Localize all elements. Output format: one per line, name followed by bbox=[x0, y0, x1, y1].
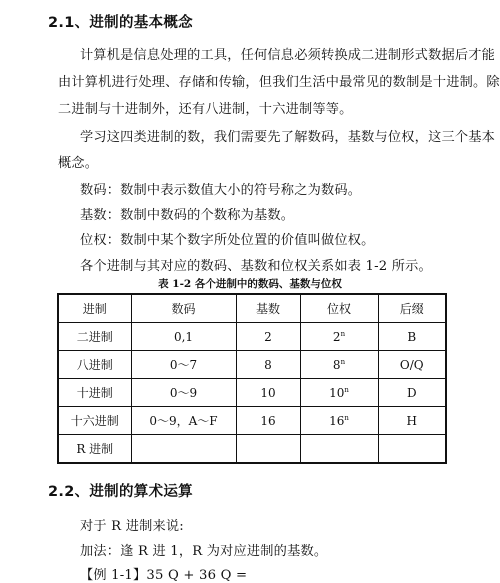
header-cell: 基数 bbox=[236, 294, 300, 323]
weight-exponent: n bbox=[344, 413, 349, 422]
table-row bbox=[58, 435, 446, 464]
table-caption: 表 1-2 各个进制中的数码、基数与位权 bbox=[158, 278, 342, 290]
weight-base: 16 bbox=[329, 413, 345, 428]
table-header-row bbox=[58, 294, 446, 323]
section-heading-basic-concepts: 2.1、进制的基本概念 bbox=[48, 15, 193, 31]
cell-base: 2 bbox=[236, 323, 300, 351]
cell-digits bbox=[131, 435, 236, 464]
cell-radix-name: 十进制 bbox=[58, 379, 131, 407]
weight-base: 10 bbox=[329, 385, 345, 400]
table-row bbox=[58, 407, 446, 435]
cell-radix-name: 八进制 bbox=[58, 351, 131, 379]
cell-suffix: H bbox=[378, 407, 446, 435]
example-line: 【例 1-1】35 Q + 36 Q = bbox=[80, 568, 248, 583]
weight-base: 2 bbox=[332, 329, 341, 344]
weight-exponent: n bbox=[340, 357, 346, 366]
cell-weight bbox=[300, 351, 378, 379]
cell-weight bbox=[300, 435, 378, 464]
cell-digits: 0～9 bbox=[131, 379, 236, 407]
definition-digits: 数码：数制中表示数值大小的符号称之为数码。 bbox=[80, 183, 362, 198]
paragraph-line: 概念。 bbox=[58, 156, 99, 171]
header-cell: 后缀 bbox=[378, 294, 446, 323]
cell-suffix: B bbox=[378, 323, 446, 351]
paragraph-line: 计算机是信息处理的工具，任何信息必须转换成二进制形式数据后才能 bbox=[80, 48, 496, 63]
paragraph-line: 对于 R 进制来说: bbox=[80, 519, 184, 534]
cell-suffix: O/Q bbox=[378, 351, 446, 379]
radix-table bbox=[57, 293, 447, 464]
section-heading-arithmetic: 2.2、进制的算术运算 bbox=[48, 484, 193, 500]
definition-weight: 位权：数制中某个数字所处位置的价值叫做位权。 bbox=[80, 233, 375, 248]
paragraph-line: 加法：逢 R 进 1，R 为对应进制的基数。 bbox=[80, 544, 328, 559]
weight-exponent: n bbox=[344, 385, 349, 394]
cell-digits: 0～7 bbox=[131, 351, 236, 379]
cell-radix-name: 十六进制 bbox=[58, 407, 131, 435]
table-row bbox=[58, 351, 446, 379]
cell-suffix bbox=[378, 435, 446, 464]
header-cell: 位权 bbox=[300, 294, 378, 323]
definition-base: 基数：数制中数码的个数称为基数。 bbox=[80, 208, 295, 223]
cell-radix-name: R 进制 bbox=[58, 435, 131, 464]
cell-base: 16 bbox=[236, 407, 300, 435]
table-intro: 各个进制与其对应的数码、基数和位权关系如表 1-2 所示。 bbox=[80, 259, 432, 274]
header-cell: 数码 bbox=[131, 294, 236, 323]
cell-base bbox=[236, 435, 300, 464]
cell-weight bbox=[300, 379, 378, 407]
cell-weight bbox=[300, 323, 378, 351]
header-cell: 进制 bbox=[58, 294, 131, 323]
cell-digits: 0～9，A～F bbox=[131, 407, 236, 435]
cell-suffix: D bbox=[378, 379, 446, 407]
weight-base: 8 bbox=[332, 357, 341, 372]
cell-base: 8 bbox=[236, 351, 300, 379]
cell-weight bbox=[300, 407, 378, 435]
paragraph-line: 二进制与十进制外，还有八进制，十六进制等等。 bbox=[58, 102, 353, 117]
cell-radix-name: 二进制 bbox=[58, 323, 131, 351]
table-row bbox=[58, 379, 446, 407]
paragraph-line: 由计算机进行处理、存储和传输，但我们生活中最常见的数制是十进制。除 bbox=[58, 75, 500, 90]
cell-base: 10 bbox=[236, 379, 300, 407]
weight-exponent: n bbox=[340, 329, 346, 338]
cell-digits: 0,1 bbox=[131, 323, 236, 351]
table-row bbox=[58, 323, 446, 351]
paragraph-line: 学习这四类进制的数，我们需要先了解数码，基数与位权，这三个基本 bbox=[80, 130, 496, 145]
